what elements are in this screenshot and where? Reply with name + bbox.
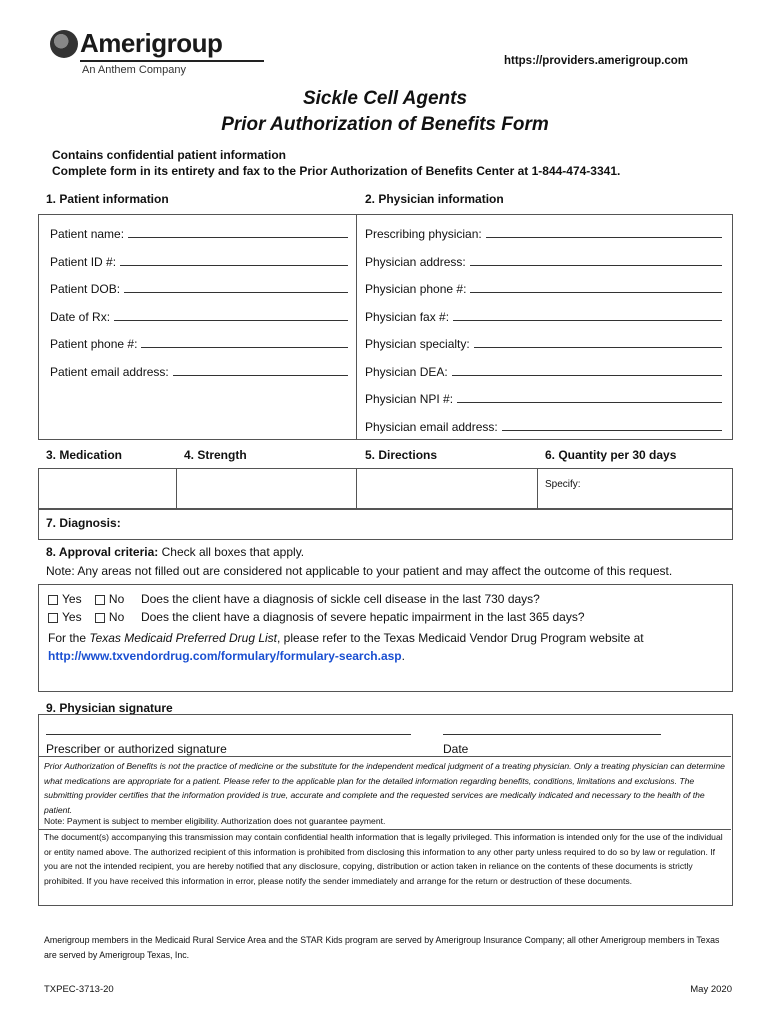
physician-field-label: Physician DEA: xyxy=(365,364,448,379)
yes-label: Yes xyxy=(62,610,82,624)
pa-disclaimer: Prior Authorization of Benefits is not the practice of medicine or the substitute for the independent medical judgment of a treating physician. Only a treating physician can determine what medications are appropriate for a patient. Please refer to the applicable plan for the detailed information regarding benefits, conditions, limitations and exclusions. The submitting provider certifies that the information provided is true, accurate and complete and the requested services are medically indicated and necessary to the health of the patient. xyxy=(44,761,725,815)
question-2-text: Does the client have a diagnosis of severe hepatic impairment in the last 365 days? xyxy=(140,610,585,624)
pdl-link-row: http://www.txvendordrug.com/formulary/formulary-search.asp. xyxy=(48,649,405,663)
signature-heading: 9. Physician signature xyxy=(46,701,173,715)
quantity-input[interactable] xyxy=(590,470,728,506)
field-input-line[interactable] xyxy=(486,226,722,238)
question-row-2 xyxy=(48,610,585,624)
approval-heading-row xyxy=(46,545,304,559)
physician-field-label: Physician address: xyxy=(365,254,466,269)
physician-field-2 xyxy=(365,281,722,296)
form-title-line2: Prior Authorization of Benefits Form xyxy=(221,114,549,135)
diagnosis-label: 7. Diagnosis: xyxy=(46,516,121,530)
patient-field-3 xyxy=(50,309,348,324)
logo-subtitle: An Anthem Company xyxy=(82,64,186,76)
form-code: TXPEC-3713-20 xyxy=(44,984,114,995)
quantity-specify-label: Specify: xyxy=(545,479,581,490)
medication-heading: 3. Medication xyxy=(46,448,123,462)
q2-yes-checkbox[interactable] xyxy=(48,613,58,623)
prescriber-signature-label: Prescriber or authorized signature xyxy=(46,742,227,756)
patient-field-label: Patient phone #: xyxy=(50,337,138,351)
directions-input[interactable] xyxy=(357,469,536,507)
fax-instruction: Complete form in its entirety and fax to the Prior Authorization of Benefits Center at 1-844-474-3341. xyxy=(52,164,621,178)
diagnosis-input[interactable] xyxy=(130,512,726,534)
field-input-line[interactable] xyxy=(470,281,722,293)
no-label: No xyxy=(108,610,125,624)
patient-field-5 xyxy=(50,364,348,379)
strength-input[interactable] xyxy=(177,469,355,507)
physician-field-label: Prescribing physician: xyxy=(365,227,482,241)
q1-no-checkbox[interactable] xyxy=(95,595,105,605)
patient-field-1 xyxy=(50,254,348,269)
approval-heading: 8. Approval criteria: xyxy=(46,545,159,559)
field-input-line[interactable] xyxy=(474,336,722,348)
field-input-line[interactable] xyxy=(120,254,348,266)
patient-physician-box xyxy=(38,214,733,440)
patient-info-heading: 1. Patient information xyxy=(46,192,169,206)
field-input-line[interactable] xyxy=(141,336,348,348)
patient-field-label: Patient name: xyxy=(50,227,125,241)
physician-field-4 xyxy=(365,336,722,351)
question-1-text: Does the client have a diagnosis of sickle cell disease in the last 730 days? xyxy=(140,592,540,606)
physician-info-heading: 2. Physician information xyxy=(365,192,504,206)
field-input-line[interactable] xyxy=(114,309,348,321)
medication-input[interactable] xyxy=(39,469,175,507)
physician-field-1 xyxy=(365,254,722,269)
field-input-line[interactable] xyxy=(173,364,348,376)
pdl-reference: For the Texas Medicaid Preferred Drug List, please refer to the Texas Medicaid Vendor Drug Program website at xyxy=(48,631,644,645)
physician-field-label: Physician phone #: xyxy=(365,282,467,296)
logo-globe-icon xyxy=(50,30,78,58)
no-label: No xyxy=(108,592,125,606)
approval-note: Note: Any areas not filled out are considered not applicable to your patient and may affect the outcome of this request. xyxy=(46,564,673,578)
provider-url[interactable]: https://providers.amerigroup.com xyxy=(503,55,688,67)
quantity-heading: 6. Quantity per 30 days xyxy=(545,448,677,462)
physician-field-7 xyxy=(365,419,722,434)
field-input-line[interactable] xyxy=(452,364,722,376)
form-date: May 2020 xyxy=(690,984,732,995)
q1-yes-checkbox[interactable] xyxy=(48,595,58,605)
patient-field-label: Date of Rx: xyxy=(50,309,111,324)
physician-field-3 xyxy=(365,309,722,324)
physician-field-label: Physician fax #: xyxy=(365,309,450,324)
physician-field-label: Physician NPI #: xyxy=(365,392,454,406)
physician-field-6 xyxy=(365,391,722,406)
field-input-line[interactable] xyxy=(457,391,722,403)
patient-field-label: Patient ID #: xyxy=(50,254,117,269)
strength-heading: 4. Strength xyxy=(184,448,247,462)
field-input-line[interactable] xyxy=(124,281,348,293)
physician-field-5 xyxy=(365,364,722,379)
patient-field-label: Patient email address: xyxy=(50,364,169,379)
patient-field-0 xyxy=(50,226,348,241)
field-input-line[interactable] xyxy=(453,309,722,321)
physician-field-label: Physician email address: xyxy=(365,419,498,434)
q2-no-checkbox[interactable] xyxy=(95,613,105,623)
date-line[interactable] xyxy=(443,734,661,735)
physician-field-label: Physician specialty: xyxy=(365,337,470,351)
form-title-line1: Sickle Cell Agents xyxy=(302,88,468,109)
yes-label: Yes xyxy=(62,592,82,606)
payment-note: Note: Payment is subject to member eligibility. Authorization does not guarantee payment. xyxy=(44,816,386,826)
formulary-search-link[interactable]: http://www.txvendordrug.com/formulary/formulary-search.asp xyxy=(48,649,402,663)
field-input-line[interactable] xyxy=(128,226,348,238)
field-input-line[interactable] xyxy=(502,419,722,431)
member-service-note: Amerigroup members in the Medicaid Rural Service Area and the STAR Kids program are served by Amerigroup Insurance Company; all other Amerigroup members in Texas are served by Amerigroup Texas, Inc. xyxy=(44,935,720,960)
approval-instruction: Check all boxes that apply. xyxy=(161,545,305,559)
patient-field-label: Patient DOB: xyxy=(50,282,121,296)
signature-line[interactable] xyxy=(46,734,411,735)
logo-name: Amerigroup xyxy=(80,28,223,58)
directions-heading: 5. Directions xyxy=(365,448,438,462)
field-input-line[interactable] xyxy=(470,254,722,266)
amerigroup-logo xyxy=(50,28,230,80)
date-label: Date xyxy=(443,742,469,756)
patient-field-4 xyxy=(50,336,348,351)
confidentiality-notice: The document(s) accompanying this transmission may contain confidential health information that is legally privileged. This information is intended only for the use of the individual or entity named above. The authorized recipient of this information is prohibited from disclosing this information to any other party unless required to do so by law or regulation. If you are not the intended recipient, you are hereby notified that any disclosure, copying, distribution or action taken in reliance on the contents of these documents is strictly prohibited. If you have received this information in error, please notify the sender immediately and arrange for the return or destruction of these documents. xyxy=(44,832,723,886)
patient-field-2 xyxy=(50,281,348,296)
physician-field-0 xyxy=(365,226,722,241)
pdl-title: Texas Medicaid Preferred Drug List xyxy=(89,631,277,645)
question-row-1 xyxy=(48,592,540,606)
confidential-notice: Contains confidential patient information xyxy=(52,148,286,162)
